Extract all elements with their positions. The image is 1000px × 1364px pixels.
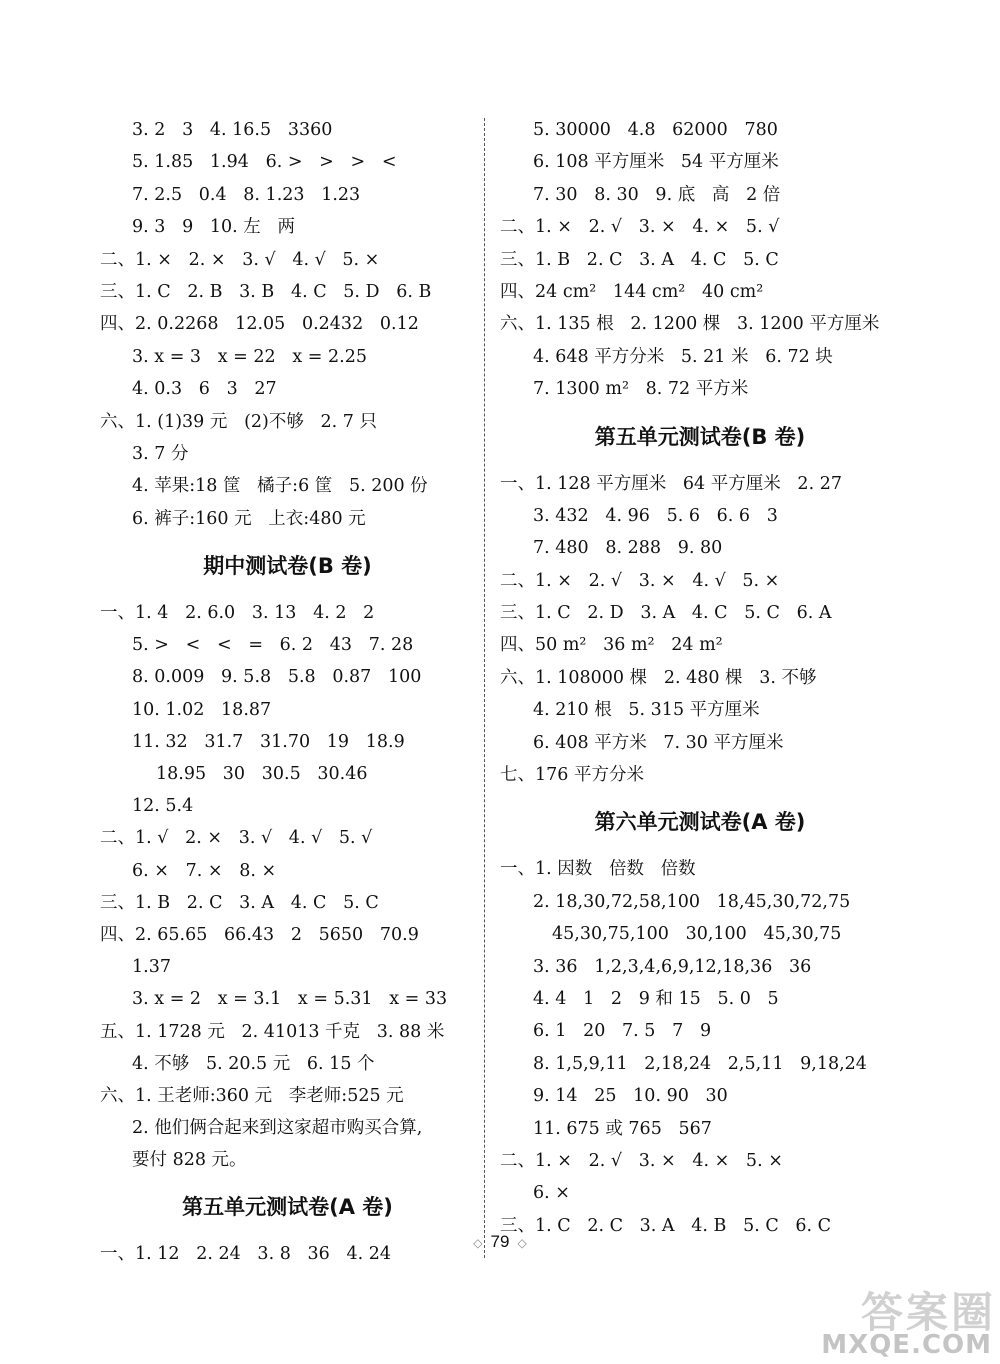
answer-line: 5. 1.85 1.94 6. > > > < — [132, 152, 397, 173]
ornament-left-icon: ◇ — [473, 1236, 483, 1250]
answer-line: 18.95 30 30.5 30.46 — [156, 764, 368, 785]
answer-line: 1.37 — [132, 957, 171, 978]
answer-line: 6. 108 平方厘米 54 平方厘米 — [533, 152, 779, 173]
answer-line: 8. 0.009 9. 5.8 5.8 0.87 100 — [132, 667, 422, 688]
answer-line: 三、1. B 2. C 3. A 4. C 5. C — [100, 892, 379, 913]
watermark-sub-text: MXQE.COM — [821, 1330, 992, 1360]
answer-line: 10. 1.02 18.87 — [132, 699, 272, 720]
answer-line: 9. 3 9 10. 左 两 — [132, 217, 295, 238]
section-heading-midterm-b: 期中测试卷(B 卷) — [203, 554, 372, 579]
answer-line: 7. 1300 m² 8. 72 平方米 — [533, 379, 749, 400]
answer-line: 二、1. × 2. √ 3. × 4. √ 5. × — [500, 570, 780, 591]
answer-line: 5. > < < = 6. 2 43 7. 28 — [132, 635, 414, 656]
watermark-logo — [806, 1280, 996, 1360]
page-number-text: 79 — [490, 1232, 510, 1251]
answer-line: 4. 不够 5. 20.5 元 6. 15 个 — [132, 1053, 375, 1074]
answer-line: 四、2. 65.65 66.43 2 5650 70.9 — [100, 924, 419, 945]
answer-line: 一、1. 4 2. 6.0 3. 13 4. 2 2 — [100, 603, 375, 624]
answer-line: 3. 2 3 4. 16.5 3360 — [132, 120, 333, 140]
answer-line: 3. x = 2 x = 3.1 x = 5.31 x = 33 — [132, 989, 448, 1010]
answer-line: 三、1. C 2. D 3. A 4. C 5. C 6. A — [500, 603, 832, 624]
answer-line: 四、2. 0.2268 12.05 0.2432 0.12 — [100, 314, 419, 335]
answer-line: 7. 480 8. 288 9. 80 — [533, 538, 723, 559]
answer-line: 四、24 cm² 144 cm² 40 cm² — [500, 281, 764, 302]
section-heading-unit6-a: 第六单元测试卷(A 卷) — [594, 810, 806, 835]
answer-line: 3. x = 3 x = 22 x = 2.25 — [132, 346, 367, 367]
answer-line: 7. 2.5 0.4 8. 1.23̇ 1.23 — [132, 184, 361, 205]
answer-line: 6. × — [533, 1183, 570, 1204]
answer-line: 11. 675 或 765 567 — [533, 1118, 712, 1139]
answer-line: 六、1. 135 根 2. 1200 棵 3. 1200 平方厘米 — [500, 314, 880, 335]
answer-line: 三、1. C 2. C 3. A 4. B 5. C 6. C — [500, 1215, 832, 1236]
answer-line: 3. 432 4. 96 5. 6 6. 6 3 — [533, 505, 778, 526]
answer-line: 六、1. (1)39 元 (2)不够 2. 7 只 — [100, 411, 378, 432]
answer-line: 4. 648 平方分米 5. 21 米 6. 72 块 — [533, 346, 833, 367]
ornament-right-icon: ◇ — [517, 1236, 527, 1250]
answer-line: 7. 30 8. 30 9. 底 高 2 倍 — [533, 184, 781, 205]
answer-line: 三、1. C 2. B 3. B 4. C 5. D 6. B — [100, 281, 432, 302]
answer-line: 五、1. 1728 元 2. 41013 千克 3. 88 米 — [100, 1021, 445, 1042]
watermark-main-text: 答案圈 — [860, 1288, 996, 1337]
right-column — [500, 114, 900, 1242]
answer-line: 8. 1,5,9,11 2,18,24 2,5,11 9,18,24 — [533, 1053, 867, 1074]
answer-line: 要付 828 元。 — [132, 1150, 247, 1171]
answer-line: 6. × 7. × 8. × — [132, 860, 277, 881]
left-column — [100, 114, 475, 1271]
answer-line: 6. 408 平方米 7. 30 平方厘米 — [533, 732, 784, 753]
answer-line: 二、1. √ 2. × 3. √ 4. √ 5. √ — [100, 828, 373, 849]
answer-line: 六、1. 王老师:360 元 李老师:525 元 — [100, 1085, 404, 1106]
answer-line: 11. 32 31.7 31.70 19 18.9 — [132, 731, 405, 752]
answer-line: 12. 5.4 — [132, 796, 194, 817]
answer-line: 3. 7 分 — [132, 443, 189, 464]
answer-line: 六、1. 108000 棵 2. 480 棵 3. 不够 — [500, 667, 817, 688]
answer-line: 4. 4 1 2 9 和 15 5. 0 5 — [533, 988, 779, 1009]
answer-line: 一、1. 128 平方厘米 64 平方厘米 2. 27 — [500, 473, 842, 494]
answer-line: 七、176 平方分米 — [500, 765, 644, 786]
section-heading-unit5-a: 第五单元测试卷(A 卷) — [182, 1195, 393, 1220]
section-heading-unit5-b: 第五单元测试卷(B 卷) — [594, 424, 806, 449]
answer-line: 一、1. 12 2. 24 3. 8 36 4. 24 — [100, 1244, 391, 1265]
page-number — [0, 1232, 1000, 1252]
answer-line: 二、1. × 2. √ 3. × 4. × 5. × — [500, 1150, 783, 1171]
column-divider — [484, 118, 485, 1258]
answer-line: 6. 裤子:160 元 上衣:480 元 — [132, 508, 366, 529]
answer-line: 2. 他们俩合起来到这家超市购买合算, — [132, 1118, 423, 1139]
answer-line: 2. 18,30,72,58,100 18,45,30,72,75 — [533, 891, 851, 912]
answer-line: 一、1. 因数 倍数 倍数 — [500, 859, 696, 880]
answer-line: 二、1. × 2. × 3. √ 4. √ 5. × — [100, 249, 380, 270]
answer-line: 三、1. B 2. C 3. A 4. C 5. C — [500, 249, 779, 270]
answer-line: 二、1. × 2. √ 3. × 4. × 5. √ — [500, 217, 780, 238]
answer-line: 4. 0.3 6 3 27 — [132, 379, 277, 400]
answer-line: 45,30,75,100 30,100 45,30,75 — [552, 924, 842, 945]
answer-line: 4. 210 根 5. 315 平方厘米 — [533, 700, 760, 721]
answer-line: 6. 1 20 7. 5 7 9 — [533, 1021, 712, 1042]
answer-line: 四、50 m² 36 m² 24 m² — [500, 635, 723, 656]
answer-line: 3. 36 1,2,3,4,6,9,12,18,36 36 — [533, 956, 812, 977]
answer-line: 9. 14 25 10. 90 30 — [533, 1086, 728, 1107]
answer-line: 5. 30000 4.8 62000 780 — [533, 120, 778, 140]
answer-line: 4. 苹果:18 筐 橘子:6 筐 5. 200 份 — [132, 476, 428, 497]
